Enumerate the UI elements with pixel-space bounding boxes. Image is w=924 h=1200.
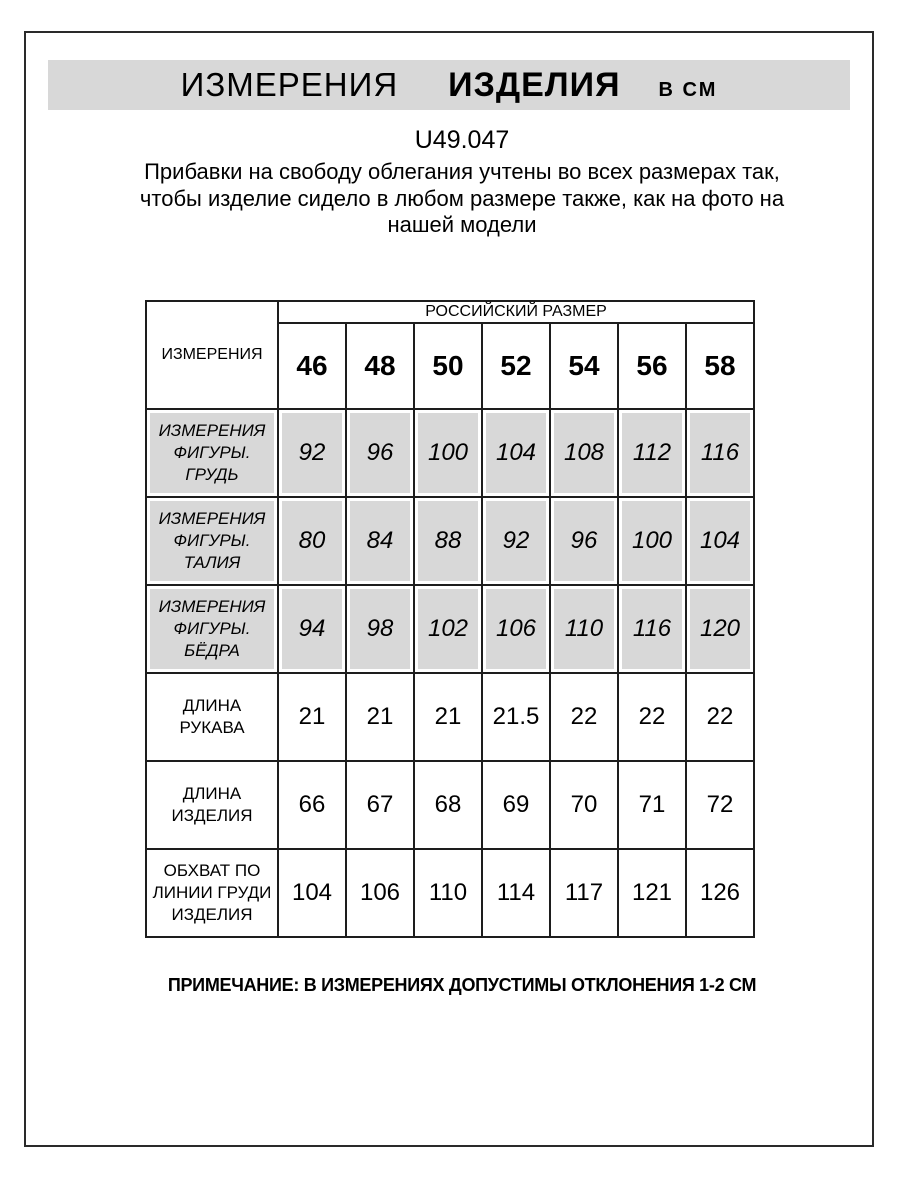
cell-value: 112 (618, 409, 686, 497)
cell-value: 114 (482, 849, 550, 937)
cell-value: 72 (686, 761, 754, 849)
cell-value: 67 (346, 761, 414, 849)
title-bar (48, 60, 850, 110)
cell-value: 104 (482, 409, 550, 497)
cell-value: 88 (414, 497, 482, 585)
cell-value: 70 (550, 761, 618, 849)
cell-value: 21 (278, 673, 346, 761)
fit-description: Прибавки на свободу облегания учтены во всех размерах так, чтобы изделие сидело в любом размере также, как на фото на нашей модели (139, 159, 785, 237)
cell-value: 98 (346, 585, 414, 673)
cell-value: 21.5 (482, 673, 550, 761)
size-col-header: 58 (686, 323, 754, 409)
cell-value: 84 (346, 497, 414, 585)
size-table (145, 300, 755, 938)
cell-value: 104 (686, 497, 754, 585)
size-table-container (145, 300, 755, 938)
cell-value: 21 (414, 673, 482, 761)
table-header-row-group (146, 301, 754, 323)
cell-value: 21 (346, 673, 414, 761)
cell-value: 104 (278, 849, 346, 937)
size-col-header: 52 (482, 323, 550, 409)
table-row (146, 673, 754, 761)
cell-value: 117 (550, 849, 618, 937)
cell-value: 71 (618, 761, 686, 849)
table-row (146, 409, 754, 497)
cell-value: 96 (550, 497, 618, 585)
table-row (146, 761, 754, 849)
size-col-header: 50 (414, 323, 482, 409)
cell-value: 22 (618, 673, 686, 761)
table-row (146, 497, 754, 585)
cell-value: 116 (686, 409, 754, 497)
cell-value: 110 (550, 585, 618, 673)
table-row (146, 585, 754, 673)
cell-value: 22 (686, 673, 754, 761)
cell-value: 110 (414, 849, 482, 937)
title-word-garment: ИЗДЕЛИЯ (448, 66, 621, 104)
row-label: ИЗМЕРЕНИЯ ФИГУРЫ. ТАЛИЯ (146, 497, 278, 585)
cell-value: 120 (686, 585, 754, 673)
cell-value: 102 (414, 585, 482, 673)
corner-header-cell: ИЗМЕРЕНИЯ (146, 301, 278, 409)
cell-value: 94 (278, 585, 346, 673)
cell-value: 121 (618, 849, 686, 937)
row-label: ДЛИНА РУКАВА (146, 673, 278, 761)
size-col-header: 46 (278, 323, 346, 409)
cell-value: 100 (618, 497, 686, 585)
cell-value: 126 (686, 849, 754, 937)
size-col-header: 56 (618, 323, 686, 409)
title-word-measurements: ИЗМЕРЕНИЯ (180, 66, 399, 103)
russian-size-header-cell: РОССИЙСКИЙ РАЗМЕР (278, 301, 754, 323)
cell-value: 80 (278, 497, 346, 585)
row-label: ОБХВАТ ПО ЛИНИИ ГРУДИ ИЗДЕЛИЯ (146, 849, 278, 937)
cell-value: 92 (278, 409, 346, 497)
row-label: ДЛИНА ИЗДЕЛИЯ (146, 761, 278, 849)
title-word-units: В СМ (658, 79, 718, 101)
cell-value: 106 (482, 585, 550, 673)
product-code: U49.047 (414, 126, 510, 154)
cell-value: 108 (550, 409, 618, 497)
cell-value: 69 (482, 761, 550, 849)
cell-value: 100 (414, 409, 482, 497)
cell-value: 92 (482, 497, 550, 585)
size-col-header: 54 (550, 323, 618, 409)
footer-note: ПРИМЕЧАНИЕ: В ИЗМЕРЕНИЯХ ДОПУСТИМЫ ОТКЛОНЕНИЯ 1-2 СМ (167, 975, 757, 995)
cell-value: 66 (278, 761, 346, 849)
cell-value: 22 (550, 673, 618, 761)
size-col-header: 48 (346, 323, 414, 409)
cell-value: 96 (346, 409, 414, 497)
cell-value: 68 (414, 761, 482, 849)
row-label: ИЗМЕРЕНИЯ ФИГУРЫ. БЁДРА (146, 585, 278, 673)
row-label: ИЗМЕРЕНИЯ ФИГУРЫ. ГРУДЬ (146, 409, 278, 497)
cell-value: 116 (618, 585, 686, 673)
table-row (146, 849, 754, 937)
cell-value: 106 (346, 849, 414, 937)
